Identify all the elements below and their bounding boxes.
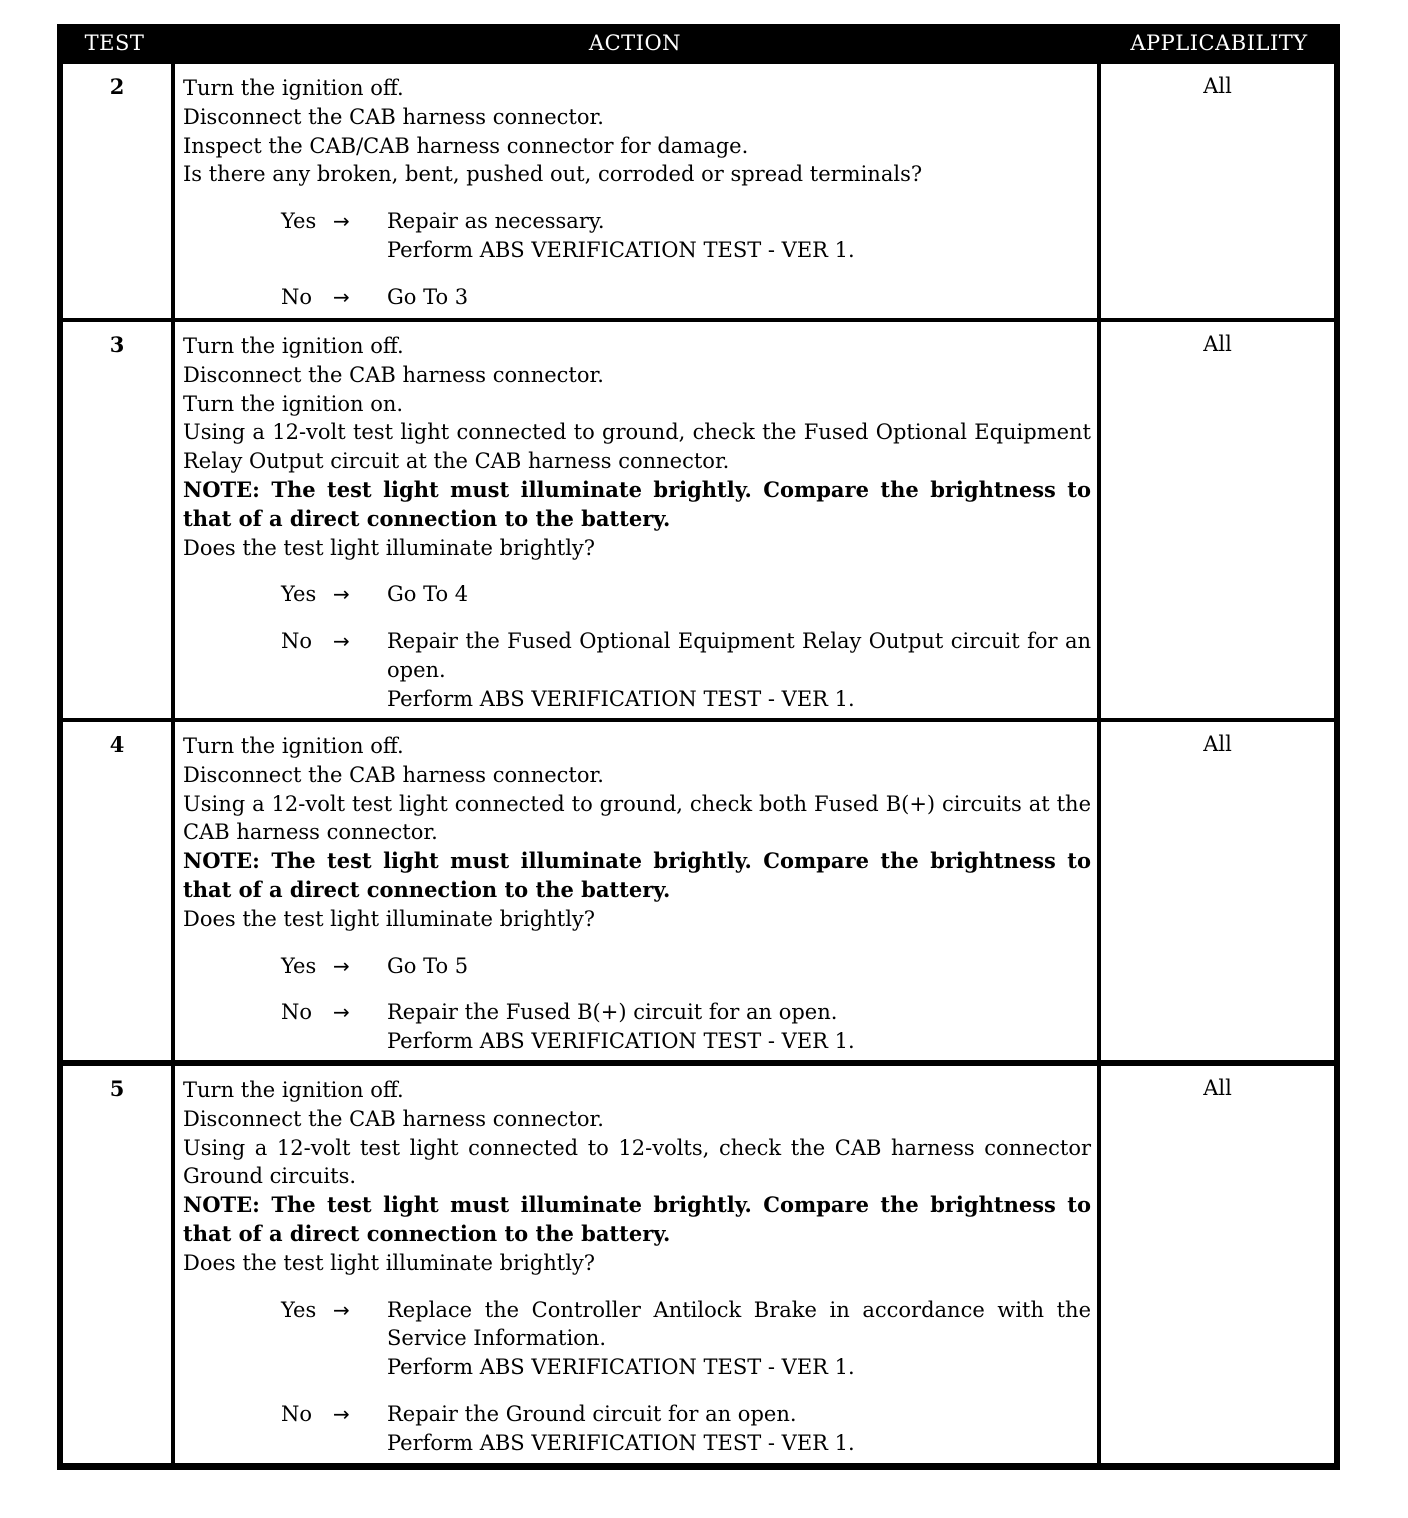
- arrow-right-icon: →: [333, 1000, 350, 1025]
- yes-outcome: [281, 207, 1091, 265]
- outcome-text: Repair the Ground circuit for an open.: [387, 1401, 797, 1426]
- yes-label: Yes: [281, 953, 317, 978]
- no-label: No: [281, 629, 313, 654]
- action-step: Disconnect the CAB harness connector.: [183, 1106, 604, 1131]
- action-step: Using a 12-volt test light connected to ground, check both Fused B(+) circuits at the CAB harness connector.: [183, 791, 1091, 845]
- header-test: TEST: [84, 31, 145, 55]
- outcome-text: Go To 4: [387, 582, 469, 607]
- outcome-text: Replace the Controller Antilock Brake in accordance with the Service Information.: [387, 1297, 1091, 1351]
- applicability-cell: All: [1101, 722, 1334, 1060]
- action-note: NOTE: The test light must illuminate brightly. Compare the brightness to that of a direct connection to the battery.: [183, 848, 1091, 902]
- no-outcome: [281, 1400, 1091, 1458]
- action-cell: [175, 722, 1097, 1060]
- header-applicability: APPLICABILITY: [1130, 31, 1308, 55]
- no-label: No: [281, 284, 313, 309]
- arrow-right-icon: →: [333, 953, 350, 978]
- action-note: NOTE: The test light must illuminate brightly. Compare the brightness to that of a direct connection to the battery.: [183, 476, 1091, 531]
- action-step: Turn the ignition off.: [183, 76, 404, 100]
- action-question: Does the test light illuminate brightly?: [183, 1250, 596, 1275]
- action-step: Disconnect the CAB harness connector.: [183, 762, 604, 787]
- applicability-cell: All: [1101, 64, 1334, 318]
- outcome-text: Perform ABS VERIFICATION TEST - VER 1.: [387, 237, 855, 262]
- action-step: Using a 12-volt test light connected to 12-volts, check the CAB harness connector Ground circuits.: [183, 1135, 1091, 1189]
- arrow-right-icon: →: [333, 1297, 350, 1322]
- action-step: Disconnect the CAB harness connector.: [183, 362, 604, 387]
- test-number: 2: [63, 64, 171, 318]
- no-outcome: [281, 283, 1091, 312]
- action-question: Does the test light illuminate brightly?: [183, 535, 596, 560]
- outcome-text: Perform ABS VERIFICATION TEST - VER 1.: [387, 1355, 855, 1380]
- arrow-right-icon: →: [333, 1401, 350, 1426]
- arrow-right-icon: →: [333, 209, 350, 234]
- action-step: Turn the ignition off.: [183, 334, 404, 358]
- action-step: Turn the ignition off.: [183, 734, 404, 758]
- action-step: Turn the ignition on.: [183, 391, 404, 416]
- applicability-cell: All: [1101, 1066, 1334, 1463]
- action-cell: [175, 1066, 1097, 1463]
- no-label: No: [281, 1401, 313, 1426]
- header-action: ACTION: [588, 31, 682, 55]
- outcome-text: Go To 3: [387, 284, 469, 309]
- outcome-text: Perform ABS VERIFICATION TEST - VER 1.: [387, 1430, 855, 1455]
- test-number: 4: [63, 722, 171, 1060]
- no-label: No: [281, 1000, 313, 1025]
- yes-outcome: [281, 952, 1091, 981]
- no-outcome: [281, 998, 1091, 1056]
- arrow-right-icon: →: [333, 582, 350, 607]
- no-outcome: [281, 627, 1091, 713]
- yes-label: Yes: [281, 1297, 317, 1322]
- applicability-cell: All: [1101, 322, 1334, 718]
- action-step: Using a 12-volt test light connected to ground, check the Fused Optional Equipment Relay Output circuit at the CAB harness connector.: [183, 420, 1091, 474]
- yes-label: Yes: [281, 209, 317, 234]
- action-question: Is there any broken, bent, pushed out, corroded or spread terminals?: [183, 162, 923, 187]
- action-cell: [175, 322, 1097, 718]
- test-number: 3: [63, 322, 171, 718]
- yes-outcome: [281, 580, 1091, 609]
- action-question: Does the test light illuminate brightly?: [183, 906, 596, 931]
- diagnostic-table: [57, 24, 1340, 1470]
- action-cell: [175, 64, 1097, 318]
- arrow-right-icon: →: [333, 284, 350, 309]
- arrow-right-icon: →: [333, 629, 350, 654]
- test-number: 5: [63, 1066, 171, 1463]
- yes-label: Yes: [281, 582, 317, 607]
- action-step: Turn the ignition off.: [183, 1078, 404, 1102]
- yes-outcome: [281, 1296, 1091, 1382]
- outcome-text: Perform ABS VERIFICATION TEST - VER 1.: [387, 686, 855, 711]
- action-note: NOTE: The test light must illuminate brightly. Compare the brightness to that of a direct connection to the battery.: [183, 1192, 1091, 1246]
- outcome-text: Repair the Fused Optional Equipment Relay Output circuit for an open.: [387, 629, 1091, 682]
- outcome-text: Repair as necessary.: [387, 209, 605, 234]
- outcome-text: Repair the Fused B(+) circuit for an open.: [387, 1000, 838, 1025]
- action-step: Inspect the CAB/CAB harness connector for damage.: [183, 133, 749, 158]
- action-step: Disconnect the CAB harness connector.: [183, 104, 604, 129]
- outcome-text: Go To 5: [387, 953, 469, 978]
- outcome-text: Perform ABS VERIFICATION TEST - VER 1.: [387, 1029, 855, 1054]
